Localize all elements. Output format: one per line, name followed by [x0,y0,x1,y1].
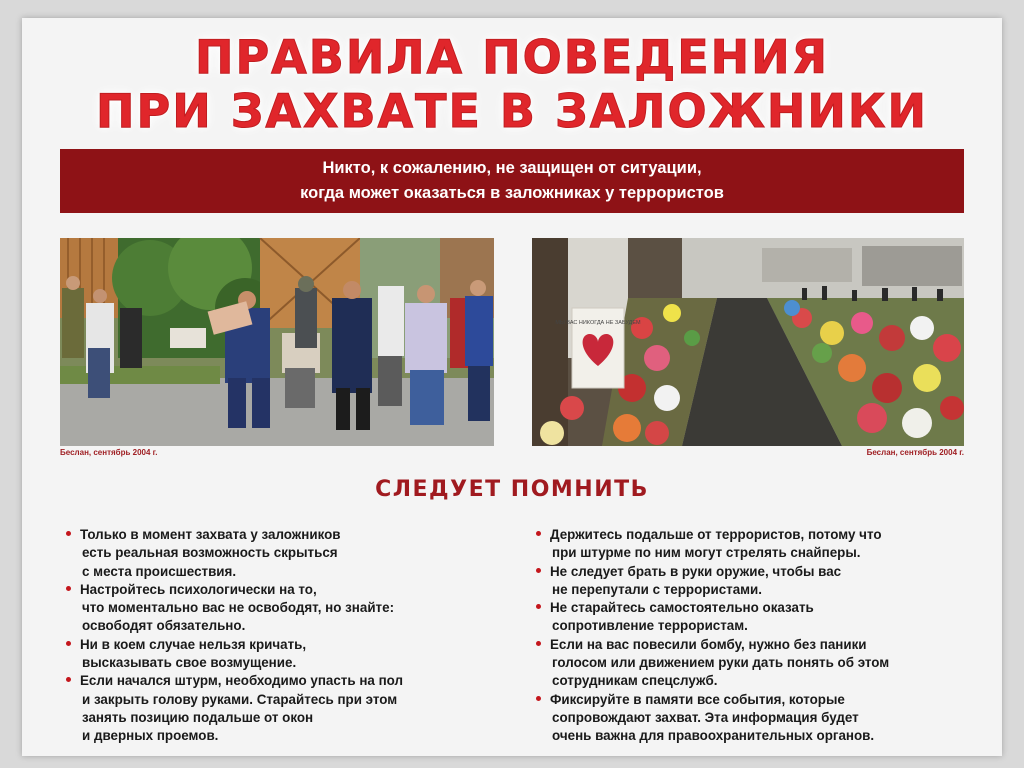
rule-line: Фиксируйте в памяти все события, которые [550,691,845,707]
bullet-icon [66,531,71,536]
rule-line: высказывать свое возмущение. [82,655,297,671]
bullet-icon [66,677,71,682]
title-line-2: ПРИ ЗАХВАТЕ В ЗАЛОЖНИКИ [95,84,929,138]
title-line-1: ПРАВИЛА ПОВЕДЕНИЯ [194,30,830,84]
beslan-rescue-photo [60,238,494,446]
rule-item [66,526,506,581]
rules-list-left [66,526,506,746]
rule-item [536,636,976,691]
rule-item [66,636,506,673]
section-heading: СЛЕДУЕТ ПОМНИТЬ [375,477,649,502]
rule-line: с места происшествия. [82,563,237,579]
photo-caption-left: Беслан, сентябрь 2004 г. [60,448,158,457]
photo-caption-right: Беслан, сентябрь 2004 г. [866,448,964,457]
banner-line-1: Никто, к сожалению, не защищен от ситуации, [322,159,702,177]
rule-item [66,581,506,636]
rule-item [536,526,976,563]
rule-line: Если на вас повесили бомбу, нужно без паники [550,636,867,652]
rule-line: и закрыть голову руками. Старайтесь при этом [82,691,398,707]
bullet-icon [536,568,541,573]
rule-line: что моментально вас не освободят, но знайте: [82,600,395,616]
beslan-memorial-photo [532,238,964,446]
rule-line: не перепутали с террористами. [552,581,763,597]
bullet-icon [536,531,541,536]
rule-line: сотрудникам спецслужб. [552,673,718,689]
rule-line: Не старайтесь самостоятельно оказать [550,600,814,616]
bullet-icon [536,696,541,701]
intro-banner [60,149,964,213]
rule-item [66,672,506,745]
rule-line: голосом или движением руки дать понять об этом [552,655,890,671]
rule-line: Только в момент захвата у заложников [80,527,341,542]
rule-line: сопровождают захват. Эта информация будет [552,709,859,725]
banner-line-2: когда может оказаться в заложниках у террористов [300,184,724,202]
rule-line: очень важна для правоохранительных органов. [552,728,875,744]
poster [22,18,1002,756]
rule-line: и дверных проемов. [82,728,219,744]
rule-line: сопротивление террористам. [552,618,748,634]
rule-line: занять позицию подальше от окон [82,709,314,725]
poster-title [22,30,1002,138]
rule-line: освободят обязательно. [82,618,246,634]
rule-item [536,599,976,636]
rule-line: Не следует брать в руки оружие, чтобы вас [550,563,842,579]
rule-line: Настройтесь психологически на то, [80,581,317,597]
bullet-icon [66,641,71,646]
bullet-icon [536,641,541,646]
rule-line: Держитесь подальше от террористов, потому что [550,527,882,542]
rule-item [536,563,976,600]
rule-line: Если начался штурм, необходимо упасть на пол [80,673,404,689]
bullet-icon [66,586,71,591]
rule-item [536,691,976,746]
memorial-sign-text: МЫ ВАС НИКОГДА НЕ ЗАБУДЕМ [555,320,641,326]
bullet-icon [536,604,541,609]
rule-line: Ни в коем случае нельзя кричать, [80,636,307,652]
rule-line: при штурме по ним могут стрелять снайперы. [552,545,861,561]
rule-line: есть реальная возможность скрыться [82,545,338,561]
rules-list-right [536,526,976,746]
